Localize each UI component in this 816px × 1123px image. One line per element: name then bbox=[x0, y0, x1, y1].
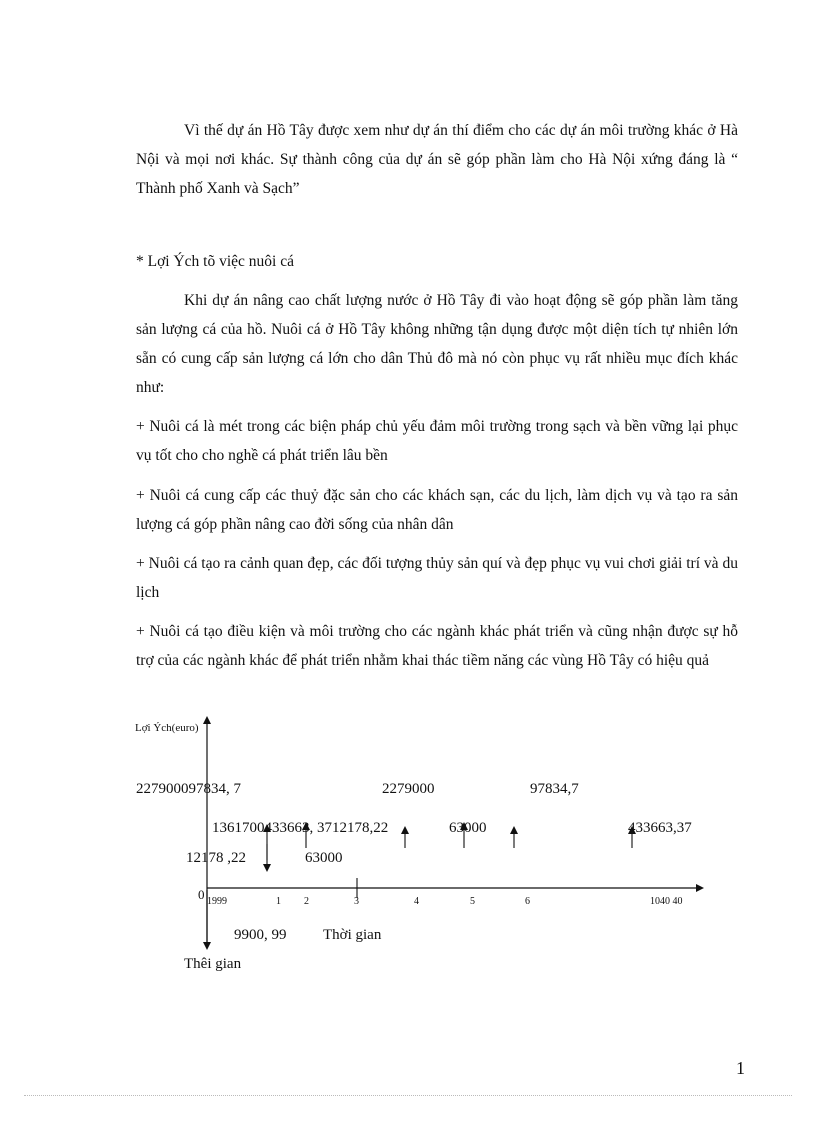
paragraph-text: Khi dự án nâng cao chất lượng nước ở Hồ Tây đi vào hoạt động sẽ góp phần làm tăng sản lượng cá của hồ. Nuôi cá ở Hồ Tây không những tận dụng được một diện tích tự nhiên lớn sẵn có cung cấp sản lượng cá lớn cho dân Thủ đô mà nó còn phục vụ rất nhiều mục đích khác như: bbox=[136, 292, 738, 396]
x-axis-label: Thời gian bbox=[323, 927, 382, 943]
paragraph-text: Vì thế dự án Hồ Tây được xem như dự án thí điểm cho các dự án môi trường khác ở Hà Nội và mọi nơi khác. Sự thành công của dự án sẽ góp phần làm cho Hà Nội xứng đáng là “ Thành phố Xanh và Sạch” bbox=[136, 122, 738, 197]
heading-text: * Lợi Ých tõ việc nuôi cá bbox=[136, 253, 294, 270]
tick-label-3: 3 bbox=[354, 896, 359, 907]
tick-label-1999: 1999 bbox=[207, 896, 227, 907]
label-row1-left: 227900097834, 7 bbox=[136, 781, 241, 797]
origin-label: 0 bbox=[198, 887, 205, 902]
tick-label-end: 1040 40 bbox=[650, 896, 683, 907]
tick-label-6: 6 bbox=[525, 896, 530, 907]
bottom-axis-label: Thêi gian bbox=[184, 956, 242, 972]
label-row2-left: 1361700433663, 3712178,22 bbox=[212, 820, 389, 836]
bullet-text: + Nuôi cá cung cấp các thuỷ đặc sản cho các khách sạn, các du lịch, làm dịch vụ và tạo ra sản lượng cá góp phần nâng cao đời sống của nhân dân bbox=[136, 487, 738, 533]
label-row1-mid: 2279000 bbox=[382, 781, 435, 797]
label-row2-right: 433663,37 bbox=[628, 820, 692, 836]
tick-label-4: 4 bbox=[414, 896, 419, 907]
tick-label-1: 1 bbox=[276, 896, 281, 907]
label-row3-mid: 63000 bbox=[305, 850, 343, 866]
bullet-text: + Nuôi cá tạo điều kiện và môi trường cho các ngành khác phát triển và cũng nhận được sự hỗ trợ của các ngành khác để phát triển nhằm khai thác tiềm năng các vùng Hồ Tây có hiệu quả bbox=[136, 623, 738, 669]
tick-label-2: 2 bbox=[304, 896, 309, 907]
footer-divider bbox=[24, 1095, 792, 1096]
page-number: 1 bbox=[736, 1058, 745, 1078]
below-value-label: 9900, 99 bbox=[234, 927, 287, 943]
label-row2-mid: 63000 bbox=[449, 820, 487, 836]
label-row1-right: 97834,7 bbox=[530, 781, 579, 797]
bullet-text: + Nuôi cá là mét trong các biện pháp chủ yếu đảm môi trường trong sạch và bền vững lại phục vụ tốt cho cho nghề cá phát triển lâu bền bbox=[136, 418, 738, 464]
label-row3-left: 12178 ,22 bbox=[186, 850, 246, 866]
tick-label-5: 5 bbox=[470, 896, 475, 907]
bullet-text: + Nuôi cá tạo ra cảnh quan đẹp, các đối tượng thủy sản quí và đẹp phục vụ vui chơi giải trí và du lịch bbox=[136, 555, 738, 601]
y-axis-label: Lợi Ých(euro) bbox=[135, 722, 199, 734]
